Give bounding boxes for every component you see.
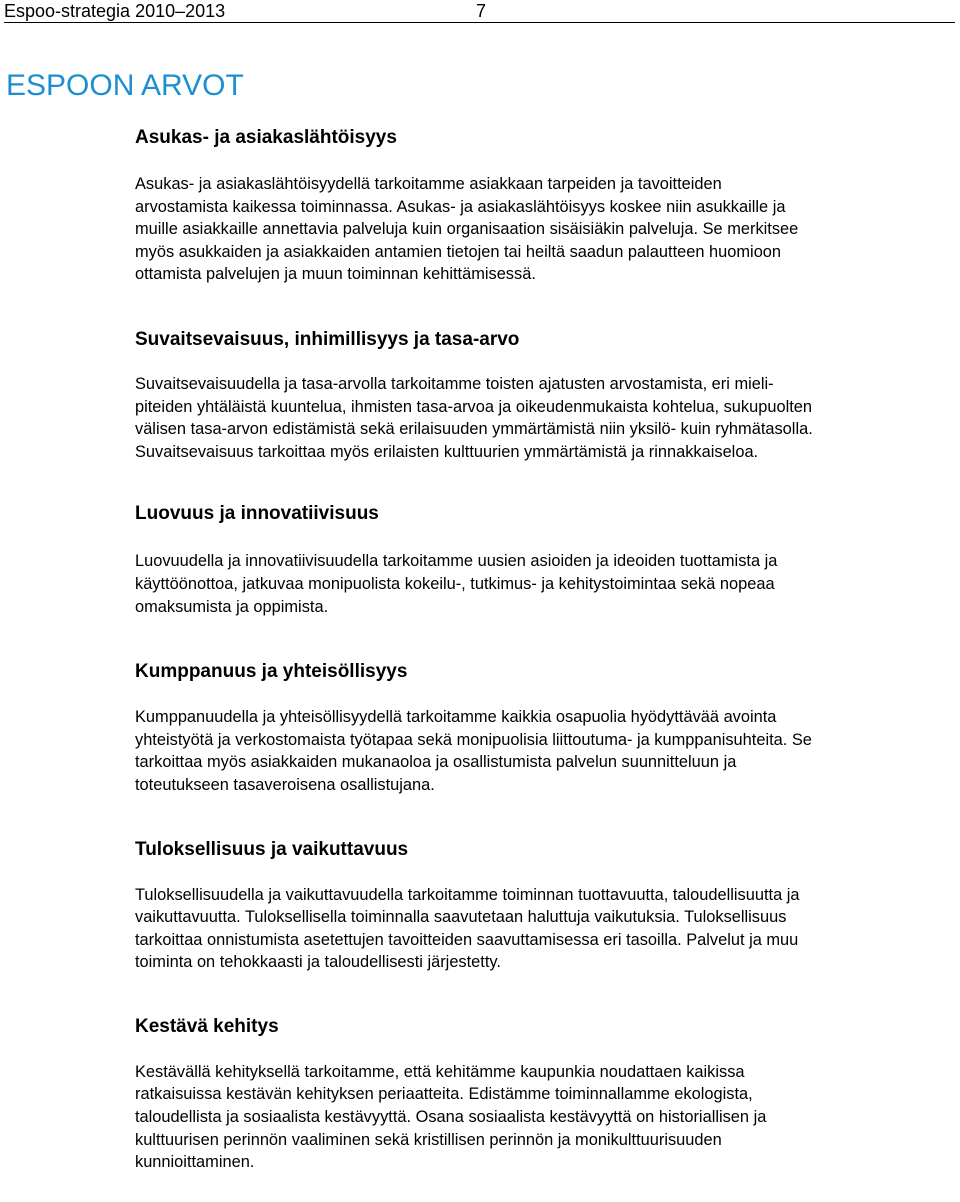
section-kumppanuus-ja-yhteisollisyys: [135, 658, 953, 796]
body-line: käyttöönottoa, jatkuvaa monipuolista kokeilu-, tutkimus- ja kehitystoimintaa sekä nopeaa: [135, 574, 775, 593]
body-line: Luovuudella ja innovatiivisuudella tarkoitamme uusien asioiden ja ideoiden tuottamista ja: [135, 552, 778, 571]
section-asukas-ja-asiakaslahtoisyys: [135, 124, 953, 286]
body-line: Asukas- ja asiakaslähtöisyydellä tarkoitamme asiakkaan tarpeiden ja tavoitteiden: [135, 175, 722, 193]
body-line: vaikuttavuutta. Tuloksellisella toiminnalla saavutetaan haluttuja vaikutuksia. Tuloksellisuus: [135, 908, 787, 927]
body-line: Kestävällä kehityksellä tarkoitamme, että kehitämme kaupunkia noudattaen kaikissa: [135, 1062, 745, 1081]
body-line: Kumppanuudella ja yhteisöllisyydellä tarkoitamme kaikkia osapuolia hyödyttävää avointa: [135, 708, 777, 727]
body-line: yhteistyötä ja verkostomaista työtapaa sekä monipuolisia liittoutuma- ja kumppanisuhteita. Se: [135, 730, 812, 749]
body-line: toiminta on tehokkaasti ja taloudellisesti järjestetty.: [135, 953, 501, 972]
section-body: [135, 706, 953, 796]
body-line: Tuloksellisuudella ja vaikuttavuudella tarkoitamme toiminnan tuottavuutta, taloudellisuutta ja: [135, 885, 800, 904]
body-line: tarkoittaa onnistumista asetettujen tavoitteiden saavuttamisessa eri tasoilla. Palvelut ja muu: [135, 930, 799, 949]
body-line: kulttuurisen perinnön vaaliminen sekä kristillisen perinnön ja monikulttuurisuuden: [135, 1130, 722, 1149]
section-body: [135, 173, 953, 286]
section-body: [135, 1061, 953, 1174]
section-body: [135, 550, 953, 618]
body-line: välisen tasa-arvon edistämistä sekä erilaisuuden ymmärtämistä niin yksilö- kuin ryhmätasolla.: [135, 420, 813, 439]
body-line: tarkoittaa myös asiakkaiden mukanaoloa ja osallistumista palvelun suunnitteluun ja: [135, 753, 737, 772]
body-line: Suvaitsevaisuus tarkoittaa myös erilaisten kulttuurien ymmärtämistä ja rinnakkaiseloa.: [135, 442, 759, 461]
section-heading: Kumppanuus ja yhteisöllisyys: [135, 661, 408, 683]
section-luovuus-ja-innovatiivisuus: [135, 500, 953, 618]
section-heading: Kestävä kehitys: [135, 1015, 279, 1037]
page-header: [4, 0, 955, 23]
section-heading: Suvaitsevaisuus, inhimillisyys ja tasa-arvo: [135, 328, 520, 350]
body-line: muille asiakkaille annettavia palveluja kuin organisaation sisäisiäkin palveluja. Se merkitsee: [135, 220, 799, 239]
section-heading: Luovuus ja innovatiivisuus: [135, 503, 379, 525]
section-suvaitsevaisuus: [135, 326, 953, 463]
document-title: Espoo-strategia 2010–2013: [4, 1, 226, 21]
body-line: arvostamista kaikessa toiminnassa. Asukas- ja asiakaslähtöisyys koskee niin asukkaille ja: [135, 197, 786, 216]
section-heading: Asukas- ja asiakaslähtöisyys: [135, 127, 397, 148]
section-heading: Tuloksellisuus ja vaikuttavuus: [135, 838, 409, 860]
values-content: [135, 124, 953, 1174]
body-line: omaksumista ja oppimista.: [135, 597, 329, 616]
section-body: [135, 884, 953, 974]
body-line: myös asukkaiden ja asiakkaiden antamien tietojen tai heiltä saadun palautteen huomioon: [135, 242, 782, 261]
page-title: ESPOON ARVOT: [6, 69, 244, 102]
section-kestava-kehitys: [135, 1013, 953, 1174]
body-line: kunnioittaminen.: [135, 1153, 255, 1172]
section-body: [135, 373, 953, 463]
body-line: ratkaisuissa kestävän kehityksen periaatteita. Edistämme toiminnallamme ekologista,: [135, 1085, 753, 1104]
body-line: piteiden yhtäläistä kuuntelua, ihmisten tasa-arvoa ja oikeudenmukaista kohtelua, sukupuolten: [135, 397, 812, 416]
page-number: 7: [476, 1, 487, 21]
body-line: ottamista palvelujen ja muun toiminnan kehittämisessä.: [135, 265, 536, 284]
body-line: toteutukseen tasaveroisena osallistujana.: [135, 775, 435, 794]
body-line: Suvaitsevaisuudella ja tasa-arvolla tarkoitamme toisten ajatusten arvostamista, eri mieli-: [135, 374, 774, 393]
section-tuloksellisuus-ja-vaikuttavuus: [135, 836, 953, 974]
body-line: taloudellista ja sosiaalista kestävyyttä. Osana sosiaalista kestävyyttä on historiallisen ja: [135, 1108, 767, 1127]
